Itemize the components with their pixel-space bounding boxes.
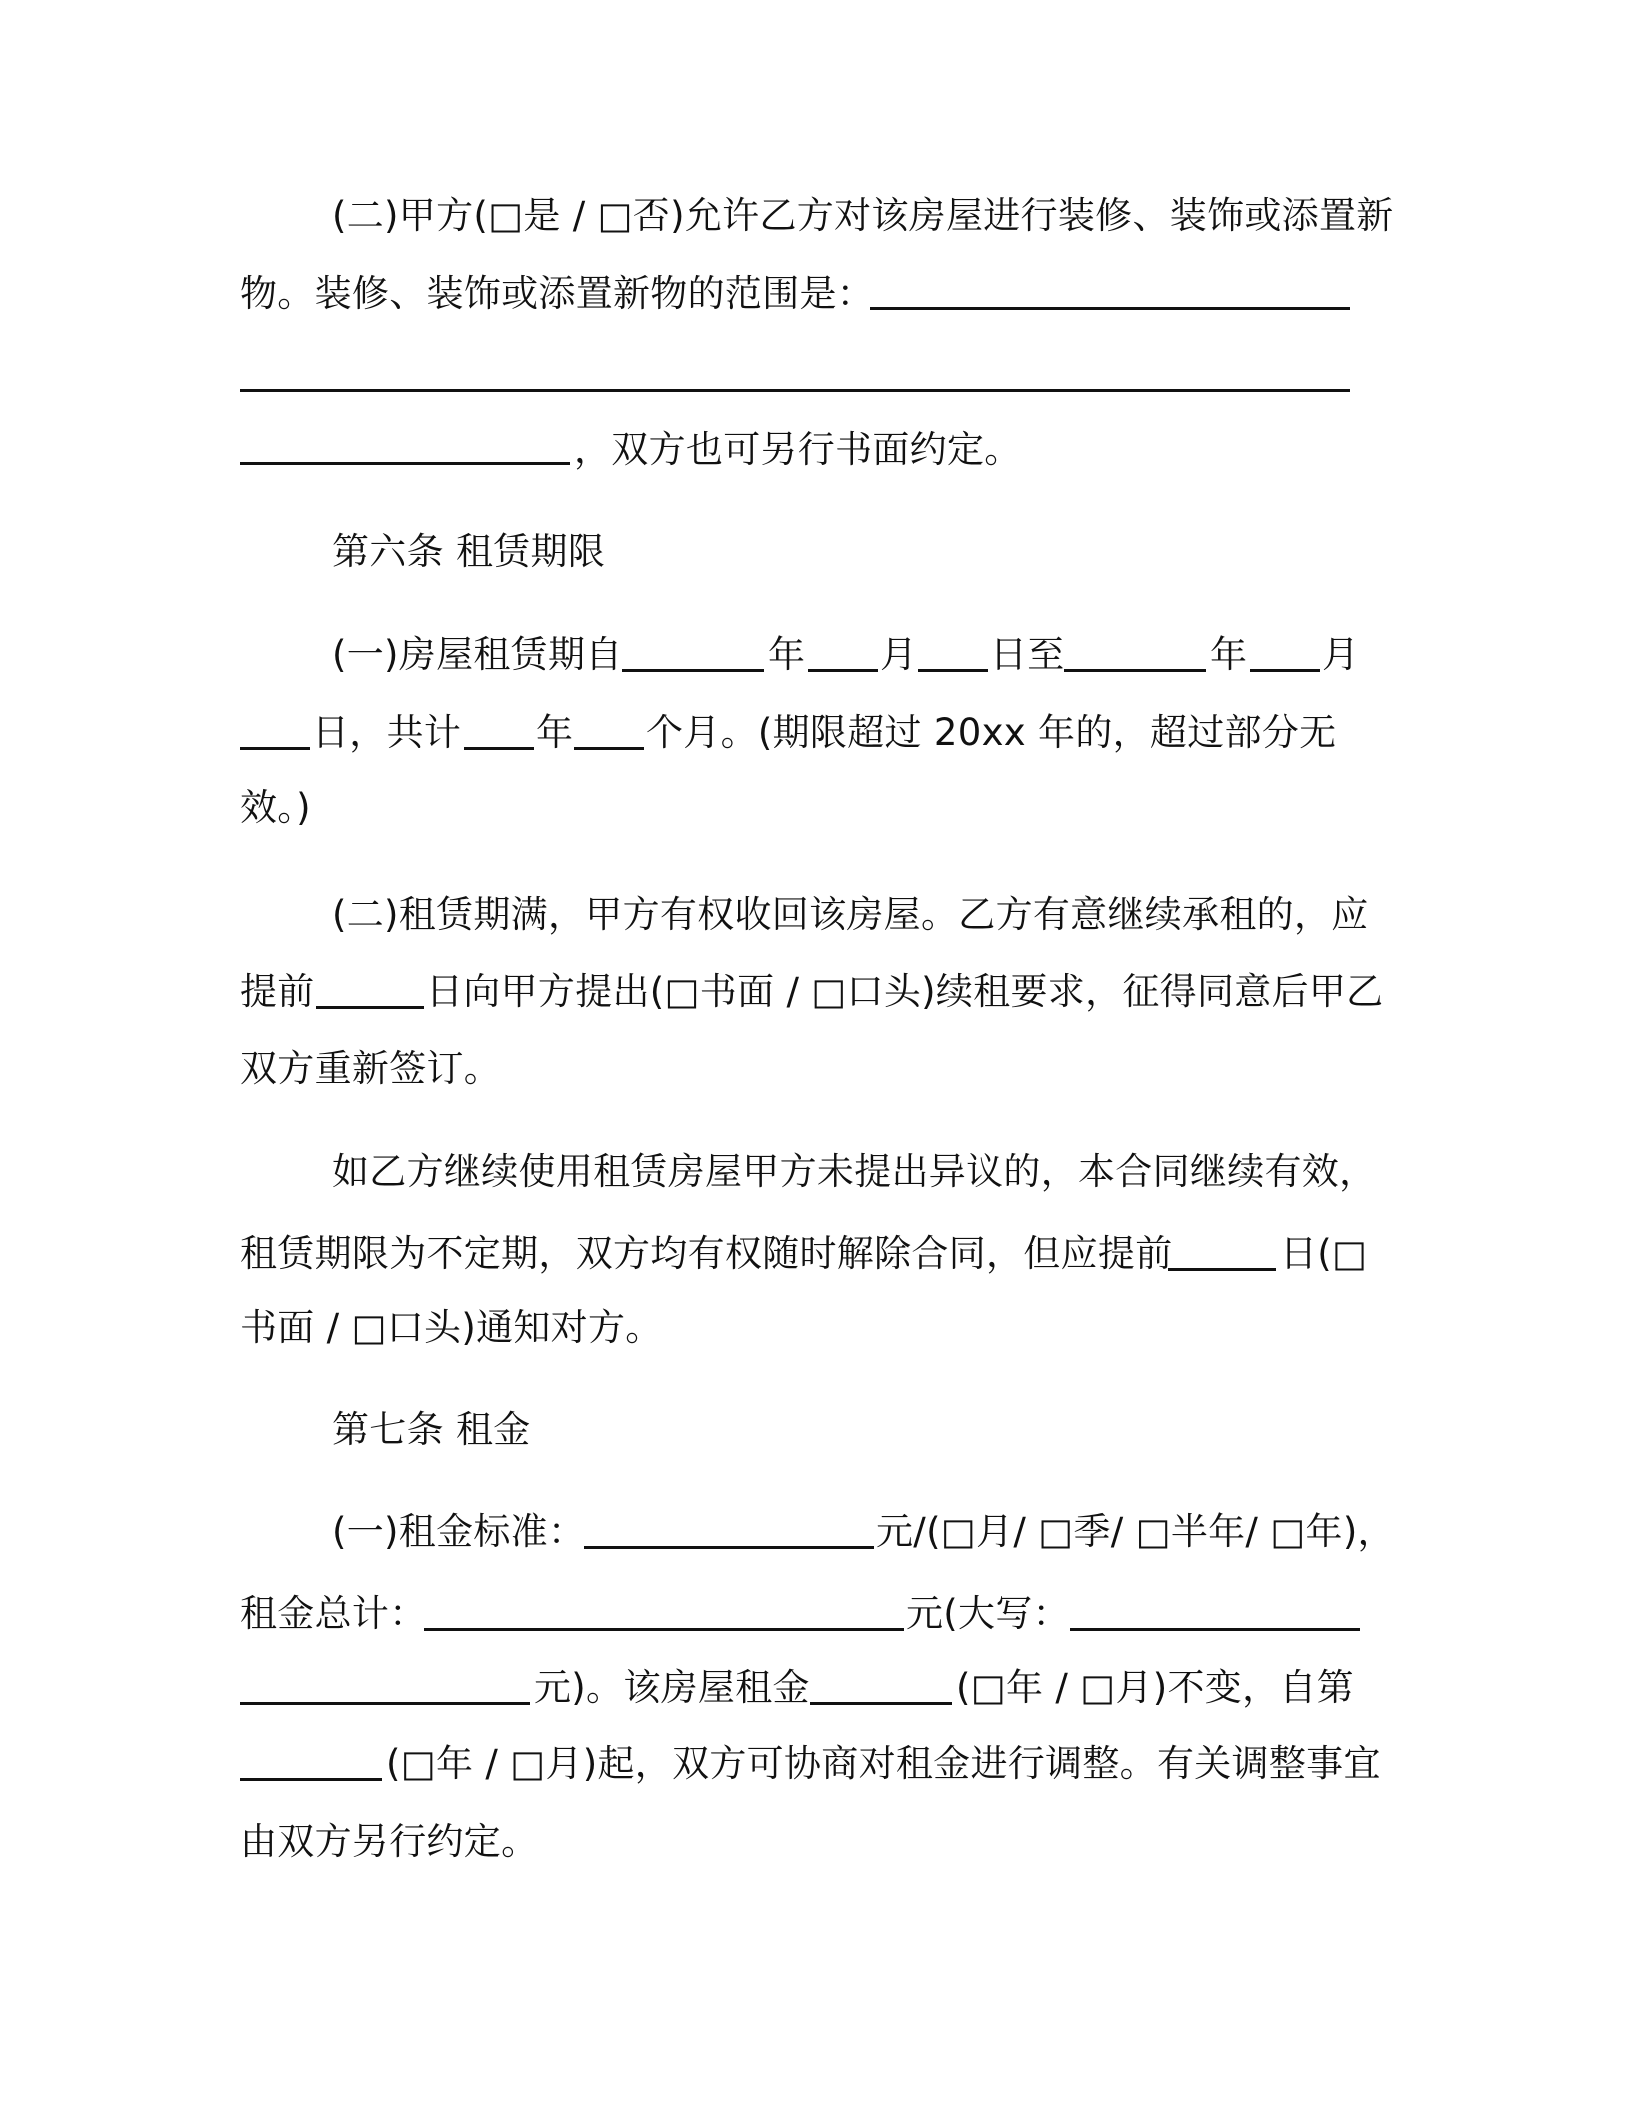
- clause-6-1-text-g: 日，共计: [312, 711, 462, 754]
- clause-5-2-line-1: [332, 194, 1394, 238]
- clause-7-1-line-5: [240, 1820, 538, 1864]
- clause-6-3-text-1: 如乙方继续使用租赁房屋甲方未提出异议的，本合同继续有效，: [332, 1150, 1377, 1193]
- clause-6-1-line-2-b: [536, 711, 573, 755]
- clause-6-1-end-month-label: [1322, 633, 1359, 677]
- section-6-heading: [332, 530, 605, 574]
- blank-renovation-scope-2[interactable]: [240, 389, 1350, 392]
- blank-end-day[interactable]: [240, 747, 310, 750]
- clause-7-1-text-h: 由双方另行约定。: [240, 1820, 539, 1863]
- clause-6-2-text-a: 提前: [240, 970, 315, 1013]
- clause-6-1-text-j: 效。): [240, 786, 311, 829]
- blank-start-day[interactable]: [918, 669, 988, 672]
- clause-7-1-line-2-b: [906, 1592, 1070, 1636]
- clause-6-1-text-h: 年: [536, 711, 574, 754]
- clause-6-1-text-e: 年: [1210, 633, 1248, 676]
- clause-6-1-line-3: [240, 786, 311, 830]
- clause-6-3-text-3: 书面 / □口头)通知对方。: [240, 1306, 663, 1349]
- clause-6-1-line-2-c: [646, 711, 1336, 755]
- section-6-title: 第六条 租赁期限: [332, 530, 606, 573]
- clause-7-1-line-1-b: [876, 1510, 1395, 1554]
- clause-6-3-line-2-b: [1280, 1232, 1367, 1276]
- blank-termination-notice-days[interactable]: [1168, 1268, 1276, 1271]
- clause-6-1-line-2-a: [312, 711, 461, 755]
- blank-rent-fixed-period[interactable]: [810, 1702, 952, 1705]
- clause-6-3-text-a: 租赁期限为不定期，双方均有权随时解除合同，但应提前: [240, 1232, 1173, 1275]
- clause-6-1-month-label: [880, 633, 917, 677]
- clause-7-1-text-d: 元(大写：: [906, 1592, 1070, 1635]
- clause-6-2-text-1: (二)租赁期满，甲方有权收回该房屋。乙方有意继续承租的，应: [332, 893, 1369, 936]
- clause-6-1-text-a: (一)房屋租赁期自: [332, 633, 623, 676]
- clause-7-1-line-4: [386, 1742, 1381, 1786]
- clause-5-2-line-4: [574, 428, 1022, 472]
- clause-6-3-line-2-a: [240, 1232, 1173, 1276]
- clause-5-2-text-3: ，双方也可另行书面约定。: [574, 428, 1022, 471]
- blank-end-year[interactable]: [1064, 669, 1206, 672]
- blank-rent-total-capital-2[interactable]: [240, 1702, 530, 1705]
- clause-7-1-text-g: (□年 / □月)起，双方可协商对租金进行调整。有关调整事宜: [386, 1742, 1381, 1785]
- clause-6-1-text-b: 年: [768, 633, 806, 676]
- clause-7-1-text-e: 元)。该房屋租金: [534, 1666, 810, 1709]
- clause-6-2-line-2-a: [240, 970, 315, 1014]
- section-7-title: 第七条 租金: [332, 1408, 531, 1451]
- blank-rent-total-capital-1[interactable]: [1070, 1628, 1360, 1631]
- clause-7-1-line-3-b: [956, 1666, 1354, 1710]
- clause-7-1-text-a: (一)租金标准：: [332, 1510, 586, 1553]
- blank-renewal-notice-days[interactable]: [316, 1006, 424, 1009]
- clause-6-1-text-d: 日至: [990, 633, 1065, 676]
- blank-total-months[interactable]: [574, 747, 644, 750]
- clause-5-2-text-2: 物。装修、装饰或添置新物的范围是：: [240, 272, 875, 315]
- clause-6-2-line-2-b: [426, 970, 1383, 1014]
- blank-renovation-scope-1[interactable]: [870, 307, 1350, 310]
- clause-6-2-text-b: 日向甲方提出(□书面 / □口头)续租要求，征得同意后甲乙: [426, 970, 1384, 1013]
- clause-6-1-day-label: [990, 633, 1065, 677]
- clause-6-1-end-year-label: [1210, 633, 1247, 677]
- clause-6-1-text-f: 月: [1322, 633, 1360, 676]
- blank-start-year[interactable]: [622, 669, 764, 672]
- clause-5-2-line-2: [240, 272, 874, 316]
- blank-rent-total[interactable]: [424, 1628, 904, 1631]
- clause-6-3-line-3: [240, 1306, 663, 1350]
- clause-6-2-line-3: [240, 1047, 501, 1091]
- clause-6-1-line-1: [332, 633, 623, 677]
- clause-6-1-text-c: 月: [880, 633, 918, 676]
- blank-rent-standard[interactable]: [584, 1546, 874, 1549]
- clause-6-3-text-b: 日(□: [1280, 1232, 1368, 1275]
- blank-end-month[interactable]: [1250, 669, 1320, 672]
- clause-6-1-text-i: 个月。(期限超过 20xx 年的，超过部分无: [646, 711, 1337, 754]
- clause-7-1-text-f: (□年 / □月)不变，自第: [956, 1666, 1354, 1709]
- clause-7-1-line-2-a: [240, 1592, 427, 1636]
- blank-renovation-scope-3[interactable]: [240, 462, 570, 465]
- clause-7-1-line-3-a: [534, 1666, 810, 1710]
- clause-7-1-text-b: 元/(□月/ □季/ □半年/ □年)，: [876, 1510, 1395, 1553]
- blank-rent-adjust-from[interactable]: [240, 1778, 382, 1781]
- clause-7-1-line-1-a: [332, 1510, 585, 1554]
- blank-total-years[interactable]: [464, 747, 534, 750]
- section-7-heading: [332, 1408, 531, 1452]
- clause-5-2-text-1: (二)甲方(□是 / □否)允许乙方对该房屋进行装修、装饰或添置新: [332, 194, 1394, 237]
- clause-6-2-text-3: 双方重新签订。: [240, 1047, 502, 1090]
- clause-6-1-year-label: [768, 633, 805, 677]
- blank-start-month[interactable]: [808, 669, 878, 672]
- clause-6-2-line-1: [332, 893, 1369, 937]
- clause-7-1-text-c: 租金总计：: [240, 1592, 427, 1635]
- clause-6-3-line-1: [332, 1150, 1376, 1194]
